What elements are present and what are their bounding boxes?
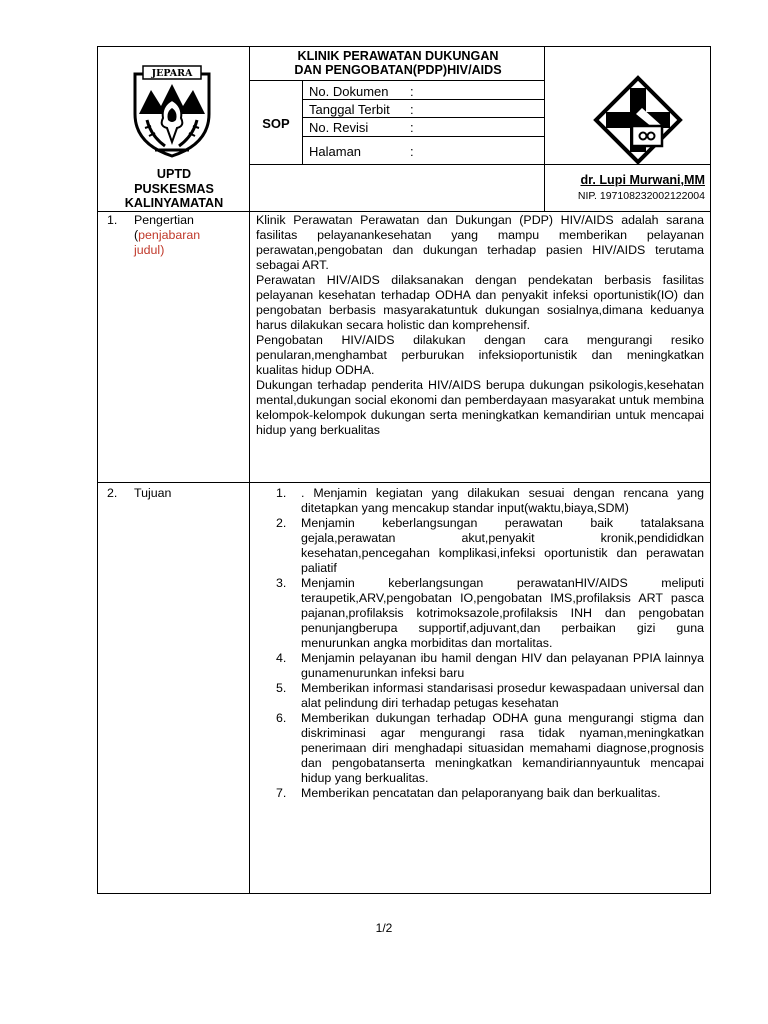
section-sublabel-line-1 — [134, 228, 200, 243]
tujuan-list — [276, 486, 704, 801]
meta-label: Tanggal Terbit — [309, 102, 390, 117]
list-item-number: 5. — [276, 681, 287, 695]
list-item-number: 6. — [276, 711, 287, 725]
section-number: 2. — [107, 486, 118, 500]
document-title-line-2: DAN PENGOBATAN(PDP)HIV/AIDS — [294, 63, 502, 77]
pengertian-content — [256, 213, 704, 438]
meta-row-line-2 — [302, 117, 545, 118]
signer-nip: NIP. 197108232002122004 — [577, 190, 705, 202]
column-divider-left — [249, 46, 250, 894]
table-border-bottom — [97, 893, 711, 894]
organization-name — [100, 167, 248, 211]
jepara-crest-logo — [131, 62, 213, 158]
list-item — [276, 711, 704, 786]
paragraph: Klinik Perawatan Perawatan dan Dukungan (PDP) HIV/AIDS adalah sarana fasilitas pelayanankesehatan yang mampu memberikan pelayanan perawatan,pengobatan dan dukungan terhadap pasien HIV/AIDS terutama sebagai ART. — [256, 213, 704, 272]
crest-banner-text: JEPARA — [151, 68, 193, 79]
sublabel-text: judul — [134, 243, 161, 257]
list-item-number: 2. — [276, 516, 287, 530]
signer-name: dr. Lupi Murwani,MM — [580, 173, 705, 187]
table-border-left — [97, 46, 98, 894]
section-label-pengertian — [134, 213, 200, 258]
meta-tanggal-terbit — [309, 102, 539, 117]
list-item — [276, 651, 704, 681]
list-item — [276, 786, 704, 801]
paragraph: Pengobatan HIV/AIDS dilakukan dengan cara mengurangi resiko penularan,menghambat perburukan infeksioportunistik dan meningkatkan kualitas hidup ODHA. — [256, 333, 704, 377]
section-number: 1. — [107, 213, 118, 227]
sublabel-text: penjabaran — [138, 228, 201, 242]
sop-label: SOP — [262, 116, 290, 131]
organization-line-3: KALINYAMATAN — [124, 196, 224, 210]
list-item-text: Memberikan pencatatan dan pelaporanyang baik dan berkualitas. — [301, 786, 661, 800]
sop-meta-divider — [302, 80, 303, 164]
list-item-text: Menjamin keberlangsungan perawatan baik tatalaksana gejala,perawatan akut,penyakit kronik,pendididkan kesehatan,pencegahan komplikasi,infeksi oportunistik dan perawatan paliatif — [301, 516, 704, 575]
meta-label: Halaman — [309, 144, 362, 159]
list-item-text: Memberikan informasi standarisasi prosedur kewaspadaan universal dan alat pelindung diri terhadap petugas kesehatan — [301, 681, 704, 710]
list-item — [276, 576, 704, 651]
list-item — [276, 486, 704, 516]
organization-line-1: UPTD — [156, 167, 192, 181]
list-item-text: Menjamin keberlangsungan perawatanHIV/AIDS meliputi teraupetik,ARV,pengobatan IO,pengobatan IMS,profilaksis ART pasca pajanan,profilaksis kotrimoksazole,profilaksis INH dan pengobatan penunjangberupa supportif,adjuvant,dan perbaikan gizi guna menurunkan angka morbiditas dan mortalitas. — [301, 576, 704, 650]
list-item-number: 4. — [276, 651, 287, 665]
document-title-line-1: KLINIK PERAWATAN DUKUNGAN — [297, 49, 499, 63]
meta-colon: : — [410, 84, 414, 99]
organization-line-2: PUSKESMAS — [134, 181, 214, 196]
list-item-number: 1. — [276, 486, 287, 500]
page-indicator: 1/2 — [375, 921, 393, 935]
meta-no-revisi — [309, 120, 539, 135]
meta-row-line-1 — [302, 99, 545, 100]
section-label-tujuan: Tujuan — [134, 486, 172, 500]
list-item-number: 7. — [276, 786, 287, 800]
list-item — [276, 681, 704, 711]
list-item-text: Memberikan dukungan terhadap ODHA guna mengurangi stigma dan diskriminasi agar mengurangi rasa tidak nyaman,meningkatkan penerimaan diri menghadapi situasidan memahami diagnose,prognosis dan pengobatanserta meningkatkan kemandiriannyauntuk mencapai hidup yang berkualitas. — [301, 711, 704, 785]
meta-colon: : — [410, 144, 414, 159]
meta-row-line-3 — [302, 136, 545, 137]
meta-halaman — [309, 144, 539, 159]
header-bottom-line — [97, 211, 711, 212]
title-underline — [249, 80, 545, 81]
list-item-text: . Menjamin kegiatan yang dilakukan sesuai dengan rencana yang ditetapkan yang mencakup standar input(waktu,biaya,SDM) — [301, 486, 704, 515]
meta-colon: : — [410, 120, 414, 135]
list-item-number: 3. — [276, 576, 287, 590]
meta-label: No. Revisi — [309, 120, 369, 135]
section-sublabel-line-2 — [134, 243, 200, 258]
list-item — [276, 516, 704, 576]
meta-colon: : — [410, 102, 414, 117]
list-item-text: Menjamin pelayanan ibu hamil dengan HIV dan pelayanan PPIA lainnya gunamenurunkan infeksi baru — [301, 651, 704, 680]
sublabel-close-paren: ) — [160, 243, 165, 257]
document-title — [252, 49, 544, 77]
meta-label: No. Dokumen — [309, 84, 389, 99]
table-border-top — [97, 46, 711, 47]
section-label: Pengertian — [134, 213, 194, 227]
sublabel-open-paren: ( — [134, 228, 139, 242]
table-border-right — [710, 46, 711, 894]
meta-no-dokumen — [309, 84, 539, 99]
paragraph: Dukungan terhadap penderita HIV/AIDS berupa dukungan psikologis,kesehatan mental,dukungan social ekonomi dan pemberdayaan masyarakat untuk membina kelompok-kelompok dukungan serta meningkatkan kemandirian untuk mencapai hidup yang berkualitas — [256, 378, 704, 437]
paragraph: Perawatan HIV/AIDS dilaksanakan dengan pendekatan berbasis fasilitas pelayanan kesehatan terhadap ODHA dan penyakit infeksi oportunistik(IO) dan pengobatan berbasis masyarakatuntuk dukungan sosialnya,dimana keduanya harus dilakukan secara holistic dan komprehensif. — [256, 273, 704, 332]
section-divider-line — [97, 482, 711, 483]
puskesmas-cross-logo — [592, 74, 684, 166]
